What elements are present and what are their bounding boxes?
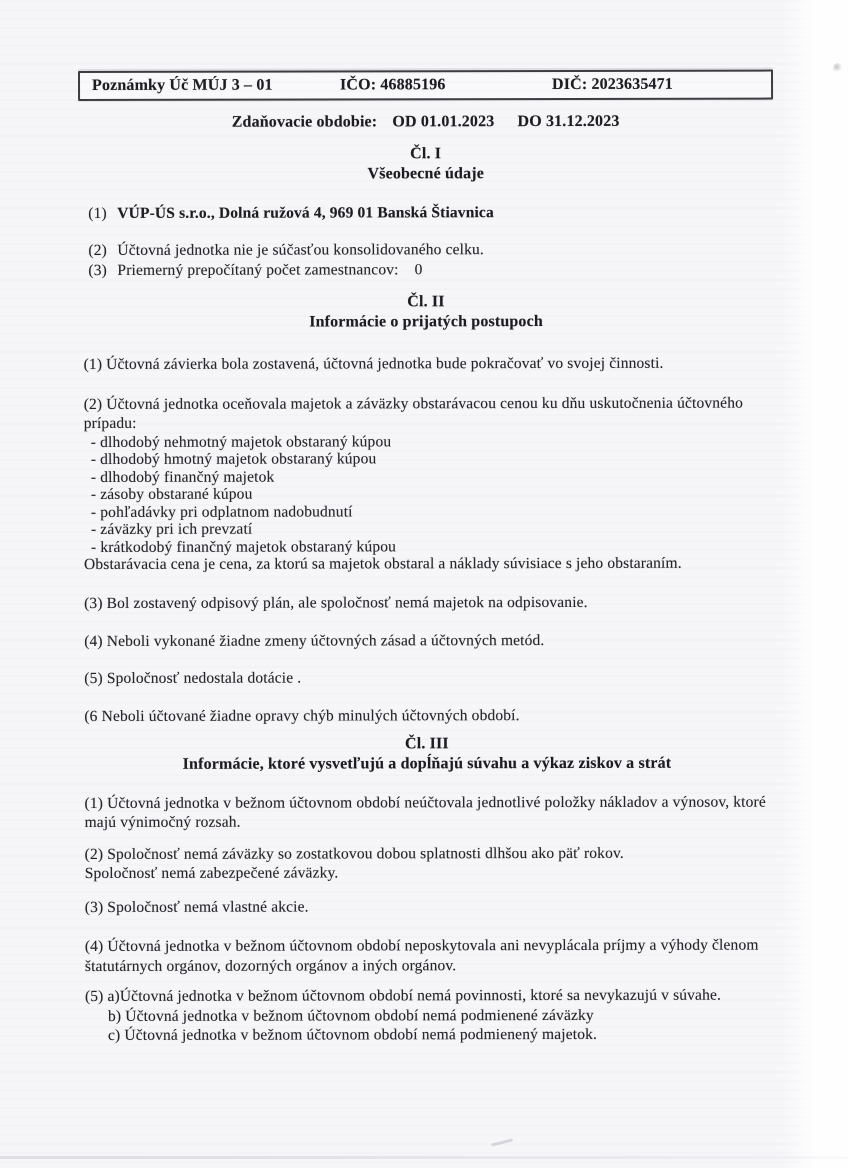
article-2-heading: [78, 292, 773, 333]
tax-period-line: [78, 113, 773, 132]
tax-period-from: OD 01.01.2023: [392, 113, 495, 131]
item-number: (3): [88, 261, 107, 279]
article-1-heading: [78, 144, 773, 185]
consolidation-note: Účtovná jednotka nie je súčasťou konsolidovaného celku.: [117, 241, 484, 259]
valuation-outro: Obstarávacia cena je cena, za ktorú sa majetok obstaral a náklady súvisiace s jeho obstaraním.: [84, 554, 682, 573]
own-shares-paragraph: (3) Spoločnosť nemá vlastné akcie.: [84, 898, 309, 916]
item-number: (1): [88, 204, 107, 222]
off-balance-line-a: (5) a)Účtovná jednotka v bežnom účtovnom období nemá povinnosti, ktoré sa nevykazujú v súvahe.: [84, 986, 722, 1005]
article-3-title: Čl. III: [405, 734, 449, 752]
valuation-list-item: - krátkodobý finančný majetok obstaraný kúpou: [90, 537, 397, 556]
valuation-list-item: - dlhodobý hmotný majetok obstaraný kúpou: [90, 450, 377, 468]
item-number: (2): [88, 241, 107, 259]
article-1-subtitle: Všeobecné údaje: [367, 165, 484, 183]
subsidies-paragraph: (5) Spoločnosť nedostala dotácie .: [84, 669, 302, 687]
company-info: VÚP-ÚS s.r.o., Dolná ružová 4, 969 01 Banská Štiavnica: [117, 204, 494, 222]
valuation-list-item: - dlhodobý finančný majetok: [90, 468, 275, 486]
tax-period-label: Zdaňovacie obdobie:: [231, 113, 378, 131]
liabilities-paragraph: [80, 843, 775, 883]
valuation-paragraph: [79, 393, 774, 573]
board-benefits-paragraph: (4) Účtovná jednotka v bežnom účtovnom období neposkytovala ani nevyplácala príjmy a výhody členom štatutárnych orgánov, dozorných orgánov a iných orgánov.: [84, 936, 759, 975]
off-balance-paragraph: [80, 986, 775, 1046]
going-concern-paragraph: (1) Účtovná závierka bola zostavená, účtovná jednotka bude pokračovať vo svojej činnosti.: [83, 354, 664, 373]
ico-value: IČO: 46885196: [340, 76, 446, 94]
article-3-subtitle: Informácie, ktoré vysvetľujú a dopĺňajú súvahu a výkaz ziskov a strát: [182, 754, 672, 773]
article-1-title: Čl. I: [410, 145, 442, 163]
valuation-intro: (2) Účtovná jednotka oceňovala majetok a záväzky obstarávacou cenou ku dňu uskutočnenia účtovného prípadu:: [83, 394, 744, 432]
article-2-subtitle: Informácie o prijatých postupoch: [309, 313, 543, 331]
method-changes-paragraph: (4) Neboli vykonané žiadne zmeny účtovných zásad a účtovných metód.: [84, 632, 545, 650]
article-3-heading: [79, 733, 774, 774]
scan-edge-artifact: [0, 1156, 848, 1159]
off-balance-line-b: b) Účtovná jednotka v bežnom účtovnom období nemá podmienené záväzky: [107, 1006, 594, 1025]
error-corrections-paragraph: (6 Neboli účtované žiadne opravy chýb minulých účtovných období.: [84, 707, 520, 725]
valuation-list-item: - zásoby obstarané kúpou: [90, 485, 253, 503]
tax-period-to: DO 31.12.2023: [517, 112, 620, 131]
employee-count-line: [78, 260, 773, 281]
scan-speck: [491, 1138, 513, 1146]
liabilities-maturity-line: (2) Spoločnosť nemá záväzky so zostatkovou dobou splatnosti dlhšou ako päť rokov.: [84, 844, 624, 863]
dic-value: DIČ: 2023635471: [552, 75, 673, 94]
form-id: Poznámky Úč MÚJ 3 – 01: [92, 76, 273, 94]
employee-count-label: Priemerný prepočítaný počet zamestnancov:: [117, 261, 399, 279]
consolidation-line: [78, 240, 773, 261]
exceptional-items-paragraph: (1) Účtovná jednotka v bežnom účtovnom období neúčtovala jednotlivé položky nákladov a výnosov, ktoré majú výnimočný rozsah.: [84, 793, 766, 831]
valuation-list-item: - dlhodobý nehmotný majetok obstaraný kúpou: [90, 432, 392, 451]
employee-count-value: 0: [414, 261, 423, 279]
valuation-list-item: - záväzky pri ich prevzatí: [90, 520, 253, 538]
off-balance-line-c: c) Účtovná jednotka v bežnom účtovnom období nemá podmienený majetok.: [108, 1025, 598, 1044]
valuation-list-item: - pohľadávky pri odplatnom nadobudnutí: [90, 502, 353, 521]
company-line: [78, 203, 773, 224]
scan-speck: [831, 62, 842, 74]
form-header-box: [78, 70, 773, 101]
page-content: [78, 70, 775, 1046]
depreciation-paragraph: (3) Bol zostavený odpisový plán, ale spoločnosť nemá majetok na odpisovanie.: [84, 593, 588, 612]
secured-liabilities-line: Spoločnosť nemá zabezpečené záväzky.: [84, 864, 339, 882]
article-2-title: Čl. II: [407, 293, 445, 311]
